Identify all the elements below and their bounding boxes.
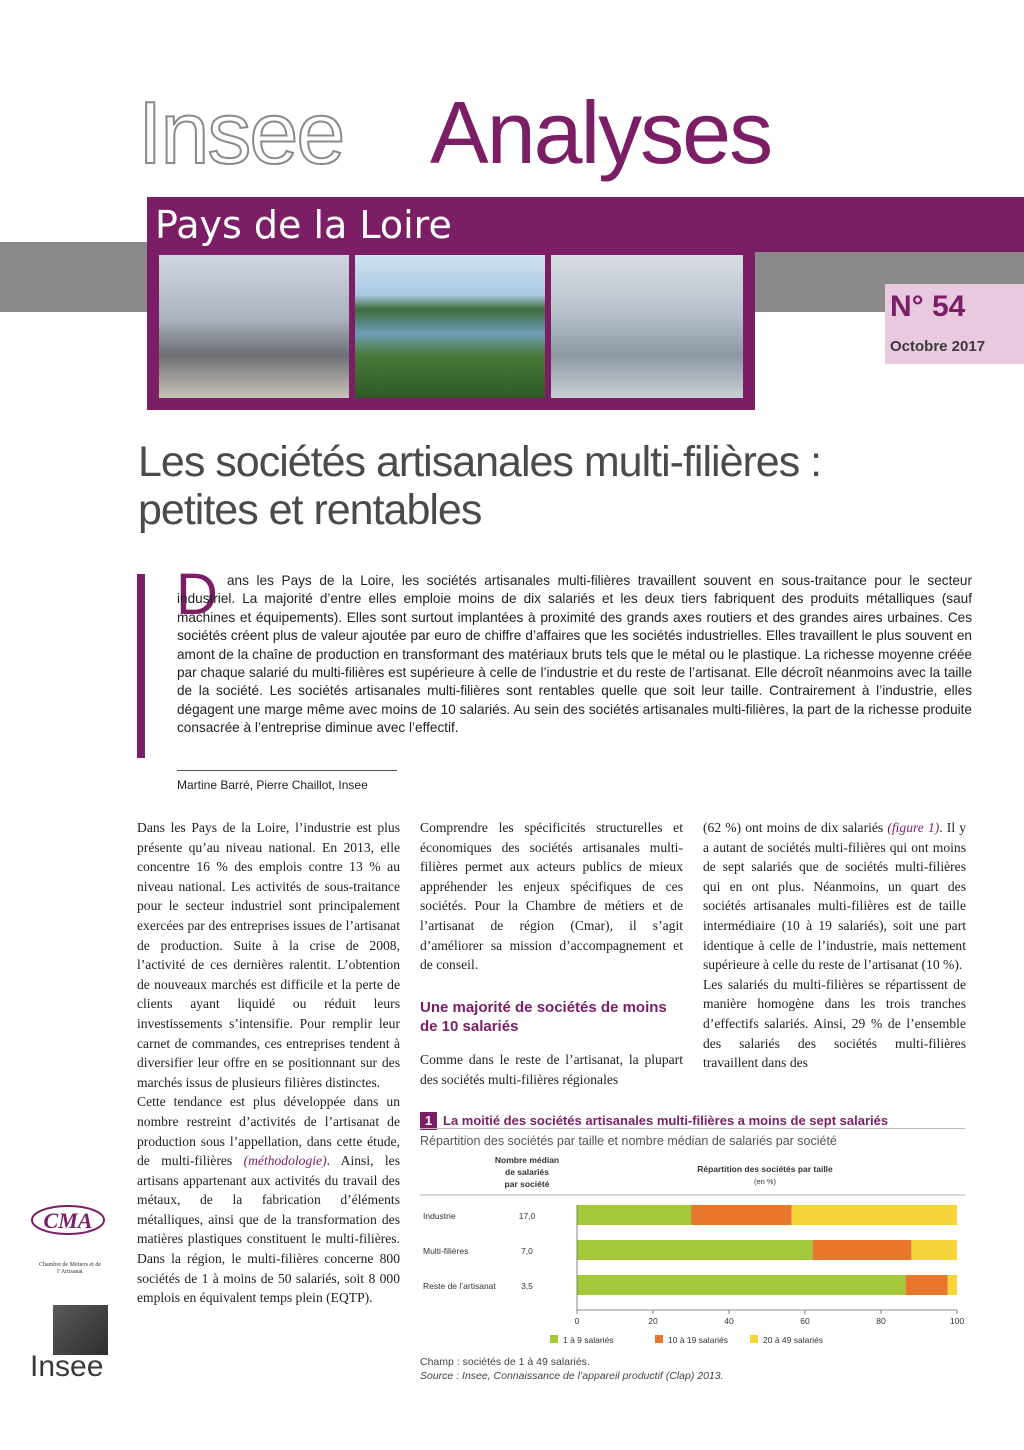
section-heading: Une majorité de sociétés de moins de 10 salariés bbox=[420, 999, 667, 1035]
insee-logo-text: Insee bbox=[30, 1350, 104, 1383]
col2-paragraph-2: Comme dans le reste de l’artisanat, la plupart des sociétés multi-filières régionales bbox=[420, 1052, 683, 1087]
figure-number: 1 bbox=[420, 1112, 437, 1130]
median-header-line-2: de salariés bbox=[505, 1167, 549, 1177]
legend-group bbox=[550, 1335, 823, 1345]
brand-analyses: Analyses bbox=[430, 83, 772, 182]
col2-paragraph-1: Comprendre les spécificités structurelles et économiques des sociétés artisanales multi-filières permet aux acteurs publics de mieux appréhender les enjeux spécifiques de ces sociétés. Pour la Chambre de métiers et de l’artisanat de région (Cmar), il s’agit d’améliorer sa mission d’accompagnement et de conseil. bbox=[420, 820, 683, 973]
cma-logo bbox=[28, 1198, 108, 1258]
legend-label: 20 à 49 salariés bbox=[763, 1335, 824, 1345]
bar-segment bbox=[691, 1205, 792, 1225]
x-tick-label: 60 bbox=[800, 1316, 810, 1326]
category-label: Reste de l’artisanat bbox=[423, 1281, 496, 1291]
bar-segment bbox=[906, 1275, 948, 1295]
page-title bbox=[138, 438, 898, 534]
col1-p2-text-b: . Ainsi, les artisans appartenant aux activités du travail des métaux, de la fabrication d’éléments métalliques, ainsi que de la transformation des matières plastiques constituent le multi-filières. Dans la région, le multi-filières concerne 800 sociétés de 1 à moins de 50 salariés, soit 8 000 emplois en équivalent temps plein (EQTP). bbox=[137, 1153, 400, 1306]
photo-laboratory bbox=[551, 255, 743, 398]
bars-group bbox=[423, 1205, 957, 1295]
bar-segment bbox=[911, 1240, 957, 1260]
bar-segment bbox=[813, 1240, 912, 1260]
legend-label: 1 à 9 salariés bbox=[563, 1335, 614, 1345]
x-tick-label: 100 bbox=[949, 1316, 965, 1326]
photo-pedestrians bbox=[159, 255, 349, 398]
abstract-dropcap: D bbox=[176, 562, 218, 627]
col3-p1-text-b: . Il y a autant de sociétés multi-filières qui ont moins de sept salariés que de sociétés multi-filières qui en ont plus. Néanmoins, un quart des sociétés artisanales multi-filières est de taille intermédiaire (10 à 19 salariés), soit une part identique à celle de l’industrie, mais nettement supérieure à celle du reste de l’artisanat (10 %). bbox=[703, 820, 967, 973]
col1-paragraph-1: Dans les Pays de la Loire, l’industrie est plus présente qu’au niveau national. En 2013, elle concentre 16 % des emplois contre 13 % au niveau national. Les activités de sous-traitance pour le secteur industriel sont principalement exercées par des entreprises issues de l’artisanat de production. Suite à la crise de 2008, l’activité de ces dernières ralentit. L’obtention de nouveaux marchés est difficile et la perte de clients ayant liquidé ou réduit leurs investissements s’intensifie. Pour remplir leur carnet de commandes, ces entreprises tendent à diversifier leur offre en se positionnant sur des marchés issus de plusieurs filières distinctes. bbox=[137, 820, 400, 1090]
x-tick-label: 20 bbox=[648, 1316, 658, 1326]
figure-subtitle: Répartition des sociétés par taille et nombre médian de salariés par société bbox=[420, 1134, 837, 1148]
bar-segment bbox=[792, 1205, 957, 1225]
region-title: Pays de la Loire bbox=[155, 203, 452, 247]
column-3 bbox=[703, 818, 966, 1073]
photo-loire-river bbox=[355, 255, 545, 398]
bar-segment bbox=[577, 1240, 813, 1260]
note-champ: Champ : sociétés de 1 à 49 salariés. bbox=[420, 1356, 590, 1368]
col3-p1-text-a: (62 %) ont moins de dix salariés bbox=[703, 820, 888, 835]
brand-insee: Insee bbox=[138, 83, 344, 182]
ticks-group bbox=[575, 1310, 965, 1326]
bar-segment bbox=[577, 1205, 691, 1225]
insee-logo-mark bbox=[53, 1305, 108, 1355]
median-header-line-1: Nombre médian bbox=[494, 1155, 560, 1165]
issue-number: N° 54 bbox=[890, 290, 966, 323]
cma-caption: Chambre de Métiers et de l’Artisanat bbox=[39, 1262, 101, 1275]
authors: Martine Barré, Pierre Chaillot, Insee bbox=[177, 778, 368, 792]
column-2 bbox=[420, 818, 683, 975]
dist-unit: (en %) bbox=[753, 1177, 777, 1186]
median-value: 3,5 bbox=[521, 1281, 533, 1291]
col1-paragraph-2 bbox=[137, 1092, 400, 1308]
dist-header: Répartition des sociétés par taille bbox=[697, 1164, 833, 1174]
figure-rule bbox=[420, 1128, 965, 1129]
note-source: Source : Insee, Connaissance de l’appareil productif (Clap) 2013. bbox=[420, 1370, 724, 1382]
category-label: Multi-filières bbox=[423, 1246, 469, 1256]
legend-swatch bbox=[550, 1335, 558, 1343]
column-2-continued bbox=[420, 1050, 683, 1089]
x-tick-label: 80 bbox=[876, 1316, 886, 1326]
figure-1-link[interactable]: (figure 1) bbox=[887, 820, 940, 835]
legend-label: 10 à 19 salariés bbox=[668, 1335, 729, 1345]
col3-paragraph-2: Les salariés du multi-filières se répartissent de manière homogène dans les trois tranches d’effectifs salariés. Ainsi, 29 % de l’ensemble des salariés des sociétés multi-filières travaillent dans des bbox=[703, 976, 966, 1071]
median-value: 7,0 bbox=[521, 1246, 533, 1256]
title-line-2: petites et rentables bbox=[138, 486, 482, 534]
category-label: Industrie bbox=[423, 1211, 456, 1221]
x-tick-label: 40 bbox=[724, 1316, 734, 1326]
title-line-1: Les sociétés artisanales multi-filières : bbox=[138, 438, 822, 486]
figure-notes bbox=[420, 1355, 724, 1383]
median-value: 17,0 bbox=[518, 1211, 536, 1221]
figure-chart bbox=[420, 1150, 968, 1350]
bar-segment bbox=[577, 1275, 906, 1295]
column-1 bbox=[137, 818, 400, 1308]
abstract-bar bbox=[137, 574, 145, 758]
cma-logo-text: CMA bbox=[43, 1208, 93, 1233]
legend-swatch bbox=[655, 1335, 663, 1343]
issue-date: Octobre 2017 bbox=[890, 338, 986, 355]
figure-title: La moitié des sociétés artisanales multi-filières a moins de sept salariés bbox=[443, 1113, 889, 1128]
median-header-line-3: par société bbox=[504, 1179, 550, 1189]
col1-p2-text-a: Cette tendance est plus développée dans un nombre restreint d’activités de l’artisanat de production sous l’appellation, dans cette étude, de multi-filières bbox=[137, 1094, 400, 1169]
author-divider bbox=[177, 770, 397, 771]
abstract-text: ans les Pays de la Loire, les sociétés artisanales multi-filières travaillent souvent en sous-traitance pour le secteur industriel. La majorité d’entre elles emploie moins de dix salariés et les deux tiers fabriquent des produits métalliques (sauf machines et équipements). Elles sont surtout implantées à proximité des grands axes routiers et des grandes aires urbaines. Ces sociétés créent plus de valeur ajoutée par euro de chiffre d’affaires que les sociétés industrielles. Elles travaillent le plus souvent en amont de la chaîne de production en transformant des matériaux bruts tels que le métal ou le plastique. La richesse moyenne créée par chaque salarié du multi-filières est supérieure à celle de l’industrie et du reste de l’artisanat. Elle décroît néanmoins avec la taille de la société. Les sociétés artisanales multi-filières sont rentables quelle que soit leur taille. Contrairement à l’industrie, elles dégagent une marge même avec moins de 10 salariés. Au sein des sociétés artisanales multi-filières, la part de la richesse produite consacrée à l’entreprise diminue avec l’effectif. bbox=[177, 573, 972, 736]
methodology-link[interactable]: (méthodologie) bbox=[243, 1153, 327, 1169]
x-tick-label: 0 bbox=[574, 1316, 580, 1326]
legend-swatch bbox=[750, 1335, 758, 1343]
bar-segment bbox=[948, 1275, 958, 1295]
col3-paragraph-1 bbox=[703, 818, 966, 975]
